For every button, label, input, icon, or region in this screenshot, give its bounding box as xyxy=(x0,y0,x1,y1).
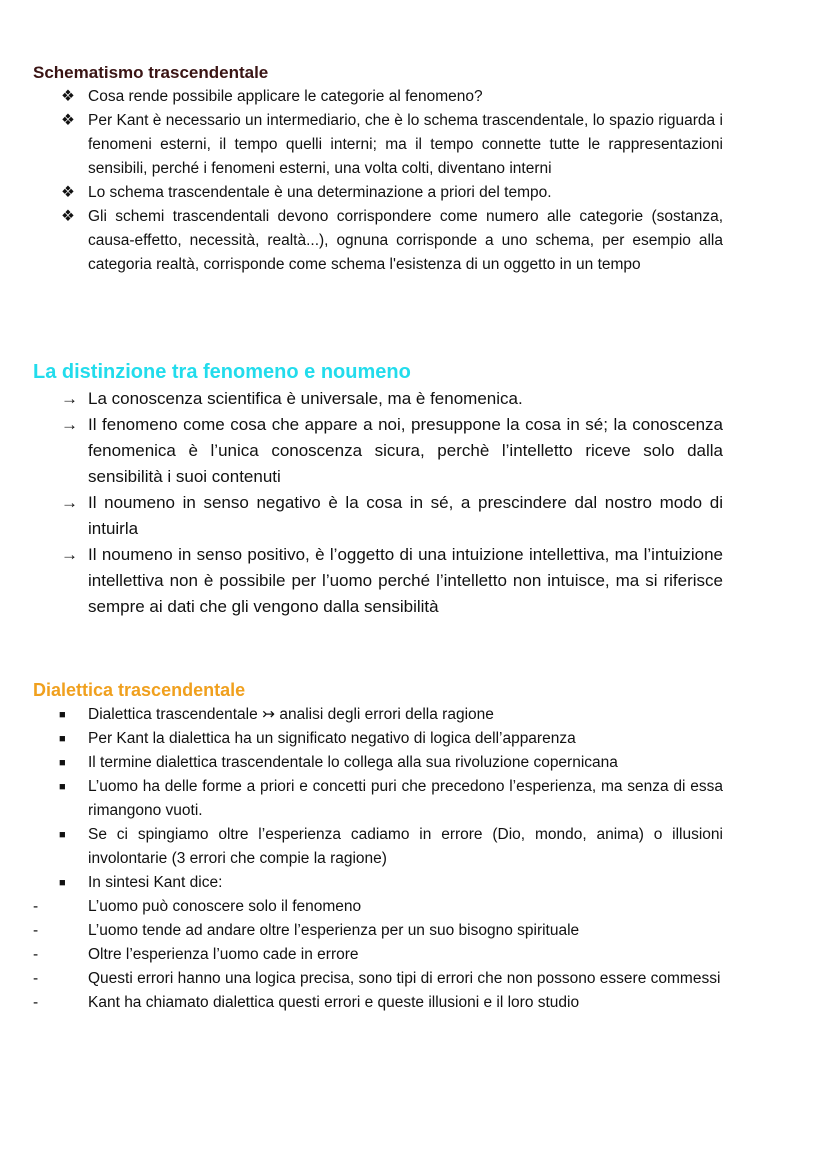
item-text: Dialettica trascendentale ↣ analisi degli errori della ragione xyxy=(88,706,494,723)
dash-bullet-icon: - xyxy=(33,922,39,939)
item-text: Oltre l’esperienza l’uomo cade in errore xyxy=(88,946,359,963)
list-item xyxy=(33,386,723,412)
square-bullet-icon: ■ xyxy=(59,757,66,769)
list-item xyxy=(33,775,723,823)
item-text: Questi errori hanno una logica precisa, sono tipi di errori che non possono essere commessi xyxy=(88,970,721,987)
item-text: Il fenomeno come cosa che appare a noi, presuppone la cosa in sé; la conoscenza fenomenica è l’unica conoscenza sicura, perchè l’intelletto riceve solo dalla sensibilità i suoi contenuti xyxy=(88,415,723,486)
dash-bullet-icon: - xyxy=(33,970,39,987)
item-text: Il noumeno in senso positivo, è l’oggetto di una intuizione intellettiva, ma l’intuizione intellettiva non è possibile per l’uomo perché l’intelletto non intuisce, ma si riferisce sempre ai dati che gli vengono dalla sensibilità xyxy=(88,545,723,616)
arrow-list xyxy=(33,386,723,620)
item-text: Cosa rende possibile applicare le categorie al fenomeno? xyxy=(88,88,483,105)
arrow-bullet-icon: → xyxy=(61,415,78,434)
list-item xyxy=(33,727,723,751)
list-item xyxy=(33,919,723,943)
section-heading: Schematismo trascendentale xyxy=(33,63,269,82)
dash-bullet-icon: - xyxy=(33,898,39,915)
item-text: L’uomo tende ad andare oltre l’esperienza per un suo bisogno spirituale xyxy=(88,922,580,939)
square-bullet-icon: ■ xyxy=(59,877,66,889)
item-text: Gli schemi trascendentali devono corrispondere come numero alle categorie (sostanza, causa-effetto, necessità, realtà...), ognuna corrisponde a uno schema, per esempio alla categoria realtà, corrisponde come schema l'esistenza di un oggetto in un tempo xyxy=(88,208,723,273)
list-item xyxy=(33,205,723,277)
square-list xyxy=(33,703,723,1015)
diamond-bullet-icon: ❖ xyxy=(61,208,75,225)
section-schematismo xyxy=(33,63,723,277)
diamond-bullet-icon: ❖ xyxy=(61,112,75,129)
square-bullet-icon: ■ xyxy=(59,733,66,745)
list-item xyxy=(33,967,723,991)
item-text: Il termine dialettica trascendentale lo collega alla sua rivoluzione copernicana xyxy=(88,754,618,771)
arrow-bullet-icon: → xyxy=(61,389,78,408)
list-item xyxy=(33,109,723,181)
item-text: L’uomo ha delle forme a priori e concetti puri che precedono l’esperienza, ma senza di essa rimangono vuoti. xyxy=(88,778,723,819)
list-item xyxy=(33,703,723,727)
item-text: L’uomo può conoscere solo il fenomeno xyxy=(88,898,362,915)
diamond-bullet-icon: ❖ xyxy=(61,184,75,201)
section-heading: Dialettica trascendentale xyxy=(33,680,246,700)
list-item xyxy=(33,490,723,542)
item-text: In sintesi Kant dice: xyxy=(88,874,223,891)
list-item xyxy=(33,751,723,775)
list-item xyxy=(33,412,723,490)
diamond-bullet-icon: ❖ xyxy=(61,88,75,105)
item-text: La conoscenza scientifica è universale, ma è fenomenica. xyxy=(88,389,523,408)
item-text: Per Kant è necessario un intermediario, che è lo schema trascendentale, lo spazio riguarda i fenomeni esterni, il tempo quelli interni; ma il tempo connette tutte le rappresentazioni sensibili, perché i fenomeni esterni, una volta colti, diventano interni xyxy=(88,112,723,177)
list-item xyxy=(33,991,723,1015)
item-text: Lo schema trascendentale è una determinazione a priori del tempo. xyxy=(88,184,552,201)
list-item xyxy=(33,871,723,895)
list-item xyxy=(33,895,723,919)
section-heading: La distinzione tra fenomeno e noumeno xyxy=(33,361,411,383)
bullet-list xyxy=(33,85,723,277)
arrow-bullet-icon: → xyxy=(61,493,78,512)
list-item xyxy=(33,542,723,620)
dash-bullet-icon: - xyxy=(33,994,39,1011)
list-item xyxy=(33,181,723,205)
item-text: Il noumeno in senso negativo è la cosa in sé, a prescindere dal nostro modo di intuirla xyxy=(88,493,723,538)
square-bullet-icon: ■ xyxy=(59,829,66,841)
square-bullet-icon: ■ xyxy=(59,709,66,721)
list-item xyxy=(33,943,723,967)
dash-bullet-icon: - xyxy=(33,946,39,963)
list-item xyxy=(33,85,723,109)
arrow-bullet-icon: → xyxy=(61,545,78,564)
section-dialettica xyxy=(33,680,723,1015)
section-fenomeno-noumeno xyxy=(33,361,723,620)
item-text: Kant ha chiamato dialettica questi errori e queste illusioni e il loro studio xyxy=(88,994,580,1011)
square-bullet-icon: ■ xyxy=(59,781,66,793)
list-item xyxy=(33,823,723,871)
item-text: Per Kant la dialettica ha un significato negativo di logica dell’apparenza xyxy=(88,730,576,747)
item-text: Se ci spingiamo oltre l’esperienza cadiamo in errore (Dio, mondo, anima) o illusioni involontarie (3 errori che compie la ragione) xyxy=(88,826,723,867)
